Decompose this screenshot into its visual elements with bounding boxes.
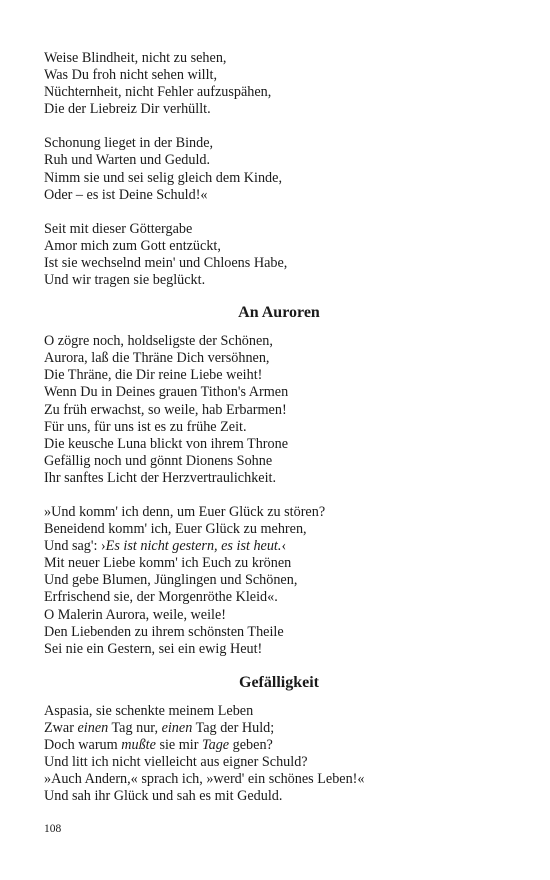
verse-line [44, 737, 514, 754]
verse-line: Die Thräne, die Dir reine Liebe weiht! [44, 367, 263, 384]
verse-line: Wenn Du in Deines grauen Tithon's Armen [44, 384, 289, 401]
verse-line: Und litt ich nicht vielleicht aus eigner Schuld? [44, 754, 308, 771]
page-body [44, 50, 514, 805]
italic-text: Es ist nicht gestern, es ist heut. [105, 538, 282, 555]
poem-title: Gefälligkeit [239, 673, 319, 691]
verse-line: Den Liebenden zu ihrem schönsten Theile [44, 623, 284, 640]
verse-line: Weise Blindheit, nicht zu sehen, [44, 50, 227, 66]
stanza [44, 135, 514, 203]
verse-line: Nüchternheit, nicht Fehler aufzuspähen, [44, 84, 272, 101]
italic-text: einen [161, 719, 193, 736]
verse-text: ‹ [281, 538, 287, 555]
verse-text: Zwar [44, 719, 78, 736]
verse-line: Gefällig noch und gönnt Dionens Sohne [44, 452, 273, 469]
stanza [44, 50, 514, 118]
stanza [44, 703, 514, 806]
verse-line: Amor mich zum Gott entzückt, [44, 237, 221, 254]
verse-line [44, 538, 514, 555]
stanza [44, 221, 514, 289]
stanza [44, 333, 514, 487]
verse-line: Aurora, laß die Thräne Dich versöhnen, [44, 350, 270, 367]
verse-line: »Auch Andern,« sprach ich, »werd' ein schönes Leben!« [44, 771, 365, 788]
verse-text: Und sag': › [44, 538, 106, 555]
verse-text: Tag nur, [108, 719, 162, 736]
stanza [44, 504, 514, 658]
verse-line: Die der Liebreiz Dir verhüllt. [44, 101, 211, 118]
verse-line: Zu früh erwachst, so weile, hab Erbarmen! [44, 401, 287, 418]
page-number: 108 [44, 823, 62, 835]
verse-line: Erfrischend sie, der Morgenröthe Kleid«. [44, 589, 278, 606]
verse-line: Die keusche Luna blickt von ihrem Throne [44, 435, 289, 452]
verse-text: Tag der Huld; [192, 719, 275, 736]
verse-text: Doch warum [44, 737, 122, 753]
verse-line: »Und komm' ich denn, um Euer Glück zu stören? [44, 503, 326, 520]
verse-line: O zögre noch, holdseligste der Schönen, [44, 333, 273, 350]
verse-line: Ihr sanftes Licht der Herzvertraulichkeit. [44, 469, 277, 486]
verse-line: Ist sie wechselnd mein' und Chloens Habe, [44, 254, 288, 271]
poem-title: An Auroren [238, 304, 320, 322]
verse-text: sie mir [155, 737, 203, 753]
verse-line: Und sah ihr Glück und sah es mit Geduld. [44, 788, 283, 805]
verse-line [44, 720, 514, 737]
verse-line: Beneidend komm' ich, Euer Glück zu mehren, [44, 521, 307, 538]
italic-text: Tage [202, 737, 230, 753]
verse-line: Aspasia, sie schenkte meinem Leben [44, 702, 254, 719]
verse-line: Mit neuer Liebe komm' ich Euch zu krönen [44, 555, 292, 572]
verse-line: Schonung lieget in der Binde, [44, 135, 214, 152]
verse-line: Für uns, für uns ist es zu frühe Zeit. [44, 418, 247, 435]
verse-line: Sei nie ein Gestern, sei ein ewig Heut! [44, 640, 263, 657]
verse-line: Nimm sie und sei selig gleich dem Kinde, [44, 169, 282, 186]
verse-line: Und wir tragen sie beglückt. [44, 272, 206, 289]
italic-text: einen [77, 719, 109, 736]
verse-text: geben? [229, 737, 273, 753]
verse-line: O Malerin Aurora, weile, weile! [44, 606, 227, 623]
verse-line: Was Du froh nicht sehen willt, [44, 67, 218, 84]
verse-line: Seit mit dieser Göttergabe [44, 220, 193, 237]
italic-text: mußte [121, 737, 156, 753]
verse-line: Ruh und Warten und Geduld. [44, 152, 211, 169]
verse-line: Und gebe Blumen, Jünglingen und Schönen, [44, 572, 298, 589]
verse-line: Oder – es ist Deine Schuld!« [44, 186, 208, 203]
